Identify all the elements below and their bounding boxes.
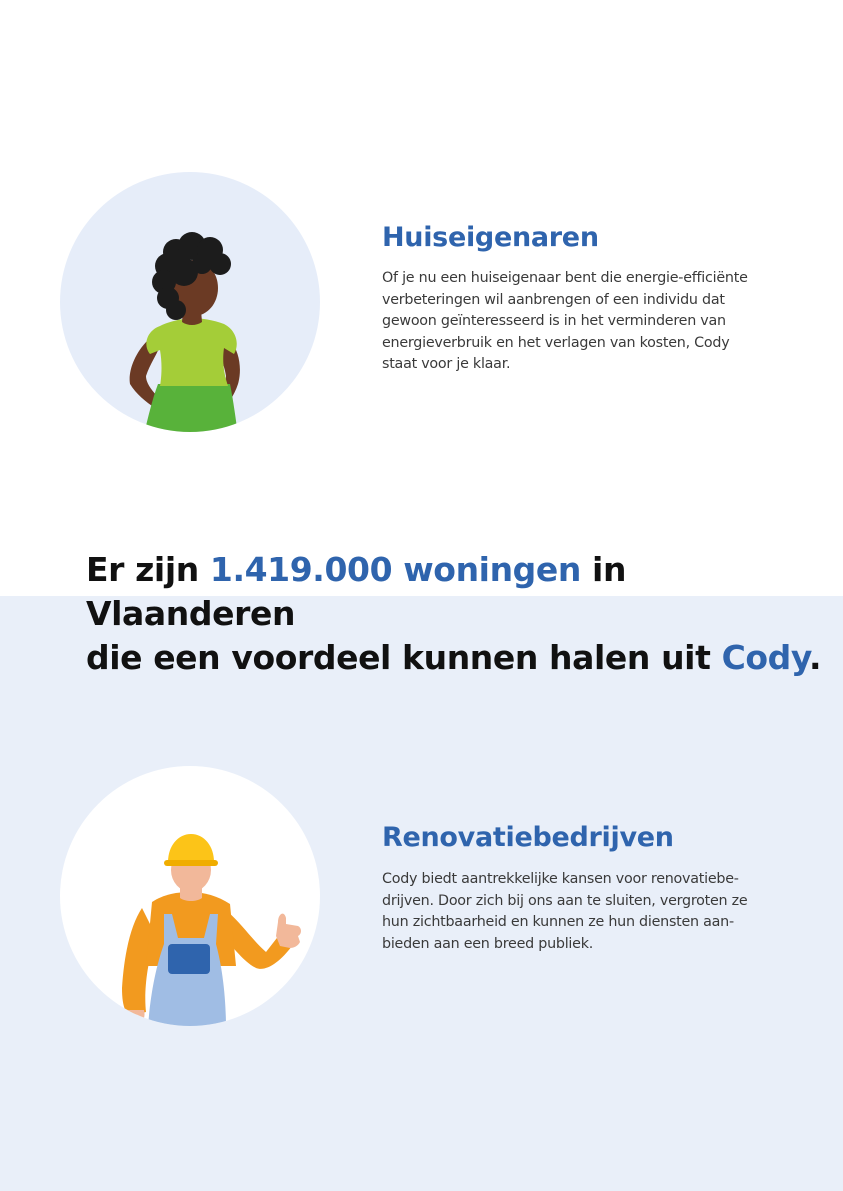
homeowners-title: Huiseigenaren	[382, 222, 599, 253]
renovators-description: Cody biedt aantrekkelijke kansen voor renovatiebe- drijven. Door zich bij ons aan te sluiten, vergroten ze hun zichtbaarheid en kunnen ze hun diensten aan- bieden aan een breed publiek.	[382, 871, 748, 952]
renovator-avatar-circle	[60, 766, 320, 1026]
homeowners-description: Of je nu een huiseigenaar bent die energie-efficiënte verbeteringen wil aanbrengen of een individu dat gewoon geïnteresseerd is in het verminderen van energieverbruik en het verlagen van kosten, Cody staat voor je klaar.	[382, 270, 748, 372]
renovators-title: Renovatiebedrijven	[382, 822, 674, 853]
worker-illustration	[60, 766, 320, 1026]
woman-illustration	[60, 172, 320, 432]
headline-highlight-brand: Cody	[721, 638, 809, 677]
headline-highlight-count: 1.419.000 woningen	[209, 550, 581, 589]
headline: Er zijn 1.419.000 woningen in Vlaanderen die een voordeel kunnen halen uit Cody.	[86, 550, 822, 677]
homeowner-avatar-circle	[60, 172, 320, 432]
